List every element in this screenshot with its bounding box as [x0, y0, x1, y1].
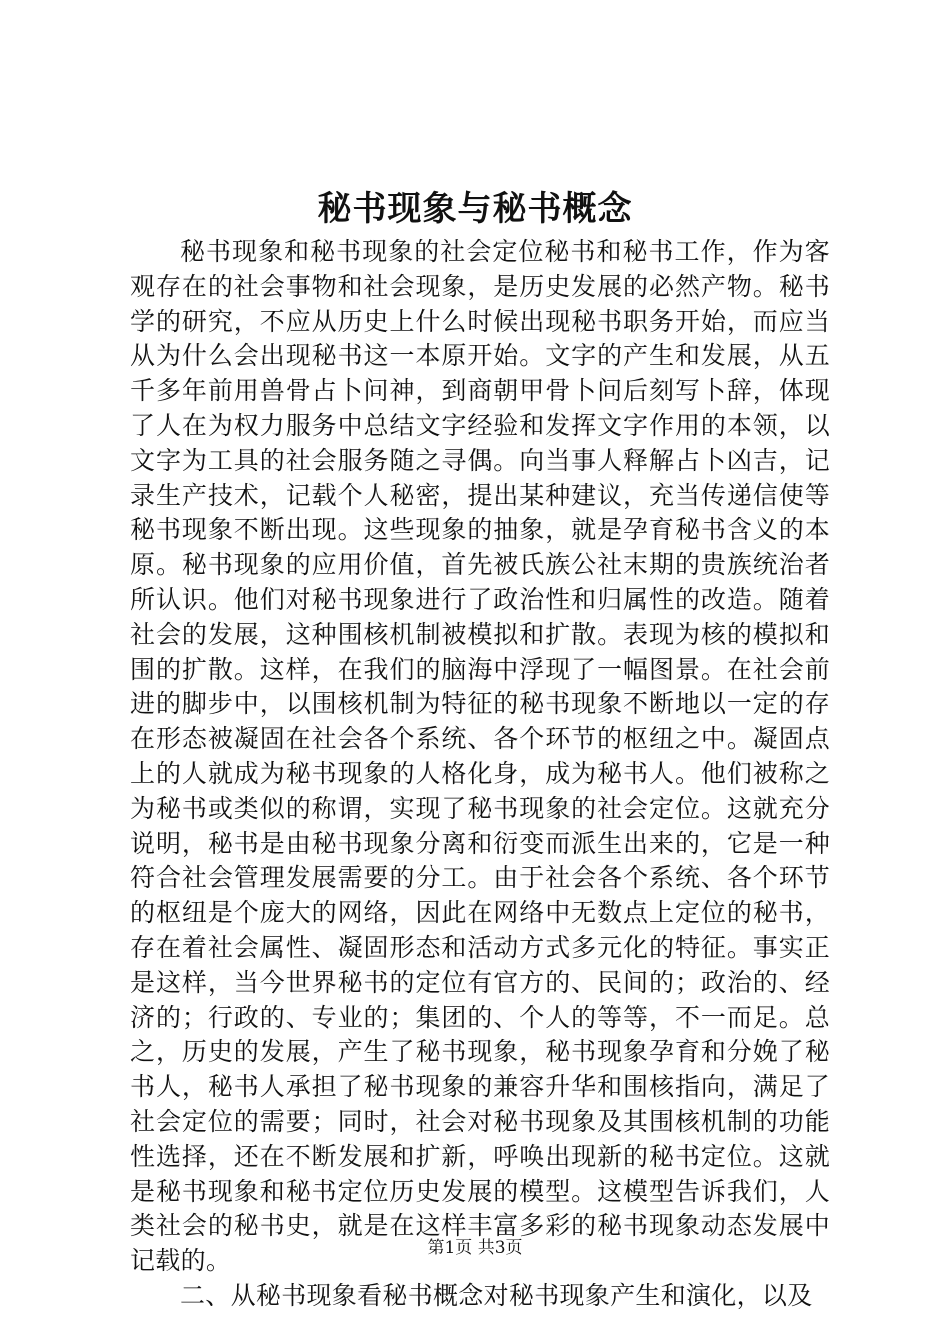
document-title: 秘书现象与秘书概念	[317, 189, 633, 229]
page-number-footer: 第1页 共3页	[427, 1238, 523, 1258]
document-body	[130, 235, 830, 1314]
body-paragraph-2: 二、从秘书现象看秘书概念对秘书现象产生和演化，以及	[180, 1280, 813, 1310]
body-paragraph-1: 秘书现象和秘书现象的社会定位秘书和秘书工作，作为客观存在的社会事物和社会现象，是历史发展的必然产物。秘书学的研究，不应从历史上什么时候出现秘书职务开始，而应当从为什么会出现秘书这一本原开始。文字的产生和发展，从五千多年前用兽骨占卜问神，到商朝甲骨卜问后刻写卜辞，体现了人在为权力服务中总结文字经验和发挥文字作用的本领，以文字为工具的社会服务随之寻偶。向当事人释解占卜凶吉，记录生产技术，记载个人秘密，提出某种建议，充当传递信使等秘书现象不断出现。这些现象的抽象，就是孕育秘书含义的本原。秘书现象的应用价值，首先被氏族公社末期的贵族统治者所认识。他们对秘书现象进行了政治性和归属性的改造。随着社会的发展，这种围核机制被模拟和扩散。表现为核的模拟和围的扩散。这样，在我们的脑海中浮现了一幅图景。在社会前进的脚步中，以围核机制为特征的秘书现象不断地以一定的存在形态被凝固在社会各个系统、各个环节的枢纽之中。凝固点上的人就成为秘书现象的人格化身，成为秘书人。他们被称之为秘书或类似的称谓，实现了秘书现象的社会定位。这就充分说明，秘书是由秘书现象分离和衍变而派生出来的，它是一种符合社会管理发展需要的分工。由于社会各个系统、各个环节的枢纽是个庞大的网络，因此在网络中无数点上定位的秘书，存在着社会属性、凝固形态和活动方式多元化的特征。事实正是这样，当今世界秘书的定位有官方的、民间的；政治的、经济的；行政的、专业的；集团的、个人的等等，不一而足。总之，历史的发展，产生了秘书现象，秘书现象孕育和分娩了秘书人，秘书人承担了秘书现象的兼容升华和围核指向，满足了社会定位的需要；同时，社会对秘书现象及其围核机制的功能性选择，还在不断发展和扩新，呼唤出现新的秘书定位。这就是秘书现象和秘书定位历史发展的模型。这模型告诉我们，人类社会的秘书史，就是在这样丰富多彩的秘书现象动态发展中记载的。	[130, 237, 830, 1276]
